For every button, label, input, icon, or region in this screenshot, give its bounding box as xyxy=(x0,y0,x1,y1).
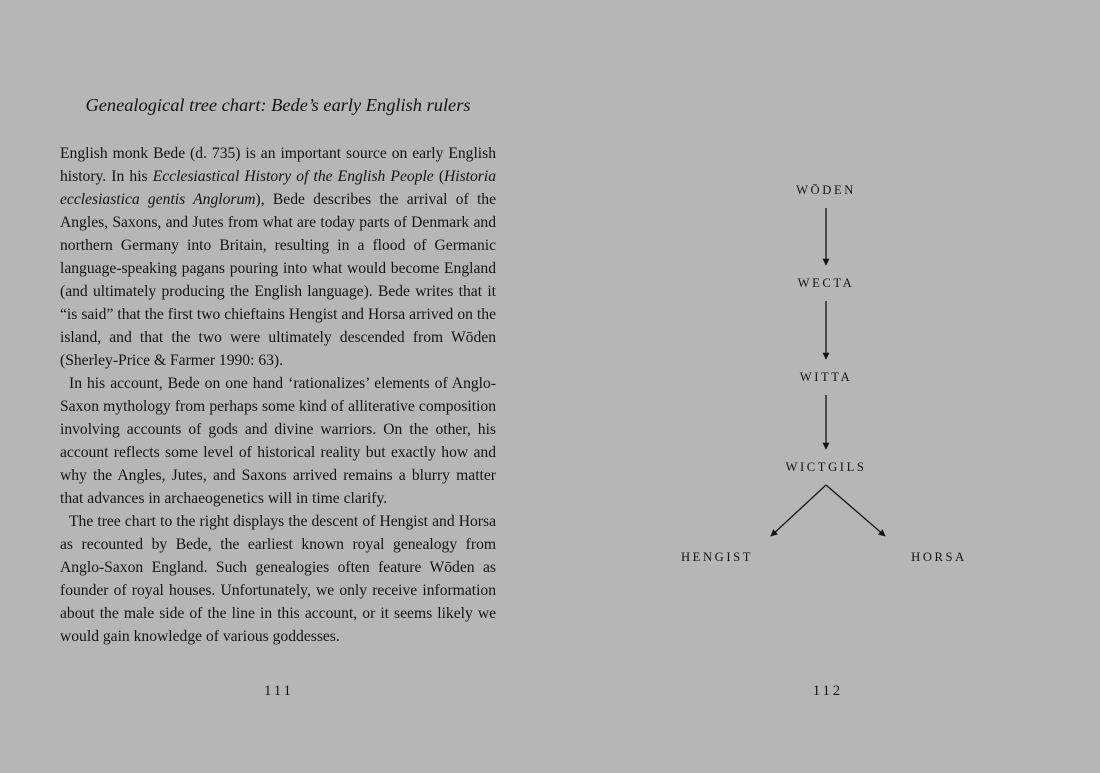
italic-title: Historia ecclesiastica gentis Anglorum xyxy=(60,168,497,208)
tree-node-wictgils: WICTGILS xyxy=(785,460,867,474)
italic-title: Ecclesiastical History of the English People xyxy=(152,168,434,185)
paragraph xyxy=(60,142,496,372)
text-segment: The tree chart to the right displays the descent of Hengist and Horsa as recounted by Bede, the earliest known royal genealogy from Anglo-Saxon England. Such genealogies often feature Wōden as founder of royal houses. Unfortunately, we only receive information about the male side of the line in this account, or it seems likely we would gain knowledge of various goddesses. xyxy=(60,513,496,645)
tree-node-witta: WITTA xyxy=(799,370,853,384)
page-title: Genealogical tree chart: Bede’s early English rulers xyxy=(85,95,471,115)
tree-node-wecta: WECTA xyxy=(797,276,855,290)
paragraph xyxy=(60,510,496,648)
text-segment: In his account, Bede on one hand ‘rationalizes’ elements of Anglo-Saxon mythology from perhaps some kind of alliterative composition involving accounts of gods and divine warriors. On the other, his account reflects some level of historical reality but exactly how and why the Angles, Jutes, and Saxons arrived remains a blurry matter that advances in archaeogenetics will in time clarify. xyxy=(60,375,496,507)
tree-node-hengist: HENGIST xyxy=(680,550,754,564)
page-number-left: 111 xyxy=(264,683,294,699)
arrow-wictgils-to-hengist xyxy=(771,485,826,536)
arrow-wictgils-to-horsa xyxy=(826,485,885,536)
tree-node-woden: WŌDEN xyxy=(796,183,856,197)
text-segment: English monk Bede (d. 735) is an important source on early English history. In his xyxy=(60,145,496,185)
genealogy-tree xyxy=(640,170,1020,590)
tree-node-horsa: HORSA xyxy=(911,550,967,564)
body-text xyxy=(60,142,496,648)
text-segment: ( xyxy=(433,168,445,185)
page-number-right: 112 xyxy=(812,683,844,699)
text-segment: ), Bede describes the arrival of the Angles, Saxons, and Jutes from what are today parts of Denmark and northern Germany into Britain, resulting in a flood of Germanic language-speaking pagans pouring into what would become England (and ultimately producing the English language). Bede writes that it “is said” that the first two chieftains Hengist and Horsa arrived on the island, and that the two were ultimately descended from Wōden (Sherley-Price & Farmer 1990: 63). xyxy=(60,191,496,369)
paragraph xyxy=(60,372,496,510)
